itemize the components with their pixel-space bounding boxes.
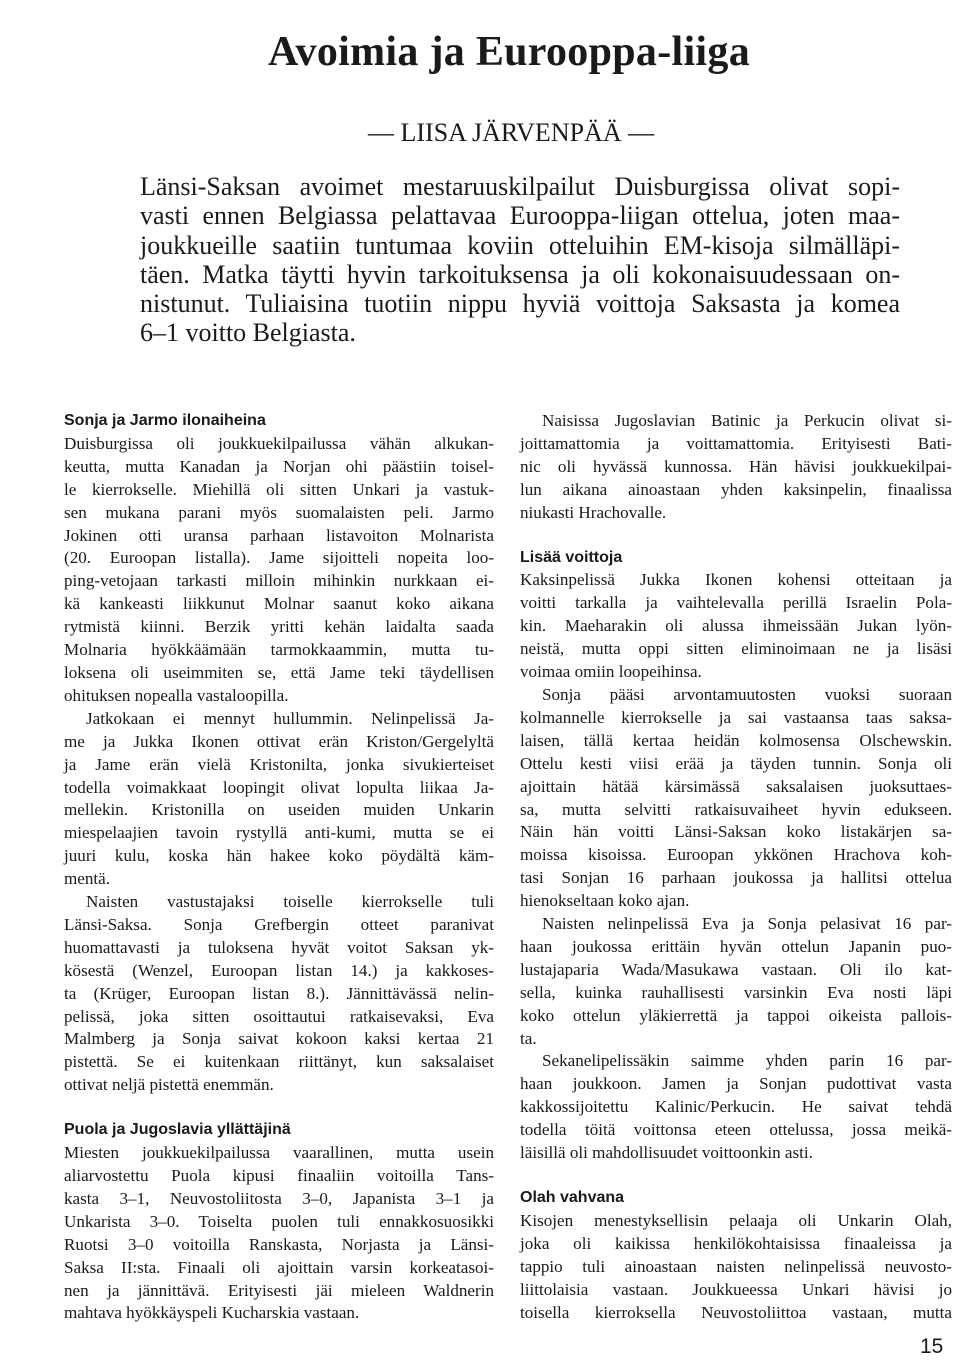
text-line: neistä, mutta oppi sitten eliminoimaan ne ja lisäsi <box>520 639 952 659</box>
section-heading: Sonja ja Jarmo ilonaiheina <box>64 412 266 429</box>
text-line: mentä. <box>64 869 111 889</box>
section-heading: Lisää voittoja <box>520 548 623 566</box>
text-line: joka oli kaikissa henkilökohtaisissa finaaleissa ja <box>520 1233 952 1253</box>
text-line: tasi Sonjan 16 parhaan joukossa ja hallitsi ottelua <box>520 868 952 888</box>
text-line: voitti tarkalla ja vaihtelevalla perillä Israelin Pola- <box>520 593 952 613</box>
text-line: Länsi-Saksa. Sonja Grefbergin otteet paranivat <box>64 914 494 934</box>
text-line: kä kankeasti liikkunut Molnar saanut koko aikana <box>64 594 494 614</box>
text-line: juuri kulu, koska hän hakee koko pöydältä käm- <box>64 846 494 866</box>
text-line: joittamattomia ja voittamattomia. Erityisesti Bati- <box>520 433 952 453</box>
left-column <box>64 410 494 1325</box>
section-heading: Olah vahvana <box>520 1189 625 1206</box>
text-line: laisen, tällä kertaa heidän kolmosensa Olschewskin. <box>520 730 952 750</box>
text-line: rytmistä kiinni. Berzik yritti kehän laidalta saada <box>64 617 494 637</box>
text-line: mahtava hyökkäyspeli Kucharskia vastaan. <box>64 1303 360 1323</box>
intro-line: Länsi-Saksan avoimet mestaruuskilpailut Duisburgissa olivat sopi- <box>140 172 900 201</box>
text-line: Kisojen menestyksellisin pelaaja oli Unkarin Olah, <box>520 1210 952 1230</box>
section-gap <box>64 1097 494 1119</box>
section-gap <box>520 525 952 547</box>
text-line: huomattavasti ja tuloksena hyvät voitot Saksan yk- <box>64 937 494 957</box>
text-line: Jatkokaan ei mennyt hullummin. Nelinpelissä Ja- <box>86 708 494 728</box>
text-line: ohituksen nopealla vastaloopilla. <box>64 685 289 705</box>
right-column <box>520 410 952 1324</box>
intro-line: nistunut. Tuliaisina tuotiin nippu hyviä voittoja Saksasta ja komea <box>140 289 900 319</box>
text-line: nen ja jännittävä. Erityisesti jäi mieleen Waldnerin <box>64 1280 494 1300</box>
section-gap <box>520 1165 952 1187</box>
text-line: kakkossijoitettu Kalinic/Perkucin. He saivat tehdä <box>520 1097 952 1117</box>
section-heading: Puola ja Jugoslavia yllättäjinä <box>64 1121 291 1139</box>
text-line: Saksa II:sta. Finaali oli ajoittain varsin korkeatasoi- <box>64 1257 494 1277</box>
text-line: sella, kuinka rauhallisesti varsinkin Eva nosti läpi <box>520 982 952 1002</box>
text-line: todella töitä voittonsa eteen ottelussa, jossa meikä- <box>520 1120 952 1140</box>
article-title: Avoimia ja Eurooppa-liiga <box>268 29 750 75</box>
text-line: ja Jame erän vielä Kristonilta, jonka sivukierteiset <box>64 754 494 774</box>
text-line: hienokseltaan koko ajan. <box>520 891 690 911</box>
text-line: kösestä (Wenzel, Euroopan listan 14.) ja kakkoses- <box>64 960 494 980</box>
article-author: — LIISA JÄRVENPÄÄ — <box>368 118 655 147</box>
text-line: le kierrokselle. Miehillä oli sitten Unkari ja vastuk- <box>64 479 494 499</box>
text-line: kolmannelle kierrokselle ja sai vastaansa taas saksa- <box>520 707 952 727</box>
intro-line: joukkueille saatiin tuntumaa koviin otteluihin EM-kisoja silmälläpi- <box>140 230 900 260</box>
text-line: nic oli hyvässä kunnossa. Hän hävisi joukkuekilpai- <box>520 456 952 476</box>
text-line: ta. <box>520 1028 537 1048</box>
text-line: Ottelu kesti viisi erää ja täyden tunnin. Sonja oli <box>520 753 952 773</box>
text-line: Sonja pääsi arvontamuutosten vuoksi suoraan <box>542 684 952 704</box>
text-line: koko ottelun yläkierrettä ja tappoi oikeista pallois- <box>520 1005 952 1025</box>
text-line: ta (Krüger, Euroopan listan 8.). Jännittävässä nelin- <box>64 983 494 1003</box>
text-line: mellekin. Kristonilla on useiden muiden Unkarin <box>64 800 494 820</box>
text-line: niukasti Hrachovalle. <box>520 502 667 522</box>
text-line: Jokinen otti uransa parhaan listavoiton Molnarista <box>64 525 494 545</box>
text-line: toisella kierroksella Neuvostoliittoa vastaan, mutta <box>520 1302 952 1322</box>
text-line: kin. Maeharakin oli alussa ihmeissään Jukan lyön- <box>520 616 952 636</box>
text-line: Näin hän voitti Länsi-Saksan koko listakärjen sa- <box>520 822 952 842</box>
text-line: voimaa omiin loopeihinsa. <box>520 662 702 682</box>
text-line: loksena oli useimmiten se, että Jame teki täydellisen <box>64 662 494 682</box>
text-line: pistettä. Se ei kuitenkaan riittänyt, kun saksalaiset <box>64 1052 494 1072</box>
text-line: Malmberg ja Sonja saivat kokoon kaksi kertaa 21 <box>64 1029 494 1049</box>
text-line: Naisten vastustajaksi toiselle kierrokselle tuli <box>86 892 494 912</box>
text-line: Unkarista 3–0. Toiselta puolen tuli ennakkosuosikki <box>64 1211 494 1231</box>
text-line: Naisissa Jugoslavian Batinic ja Perkucin olivat si- <box>542 411 952 430</box>
text-line: Ruotsi 3–0 voitoilla Ranskasta, Norjasta ja Länsi- <box>64 1234 494 1254</box>
text-line: miespelaajien tavoin rystyllä anti-kumi, mutta se ei <box>64 823 494 843</box>
text-line: sen mukana parani myös suomalaisten peli. Jarmo <box>64 502 494 522</box>
page-number: 15 <box>920 1335 944 1358</box>
text-line: Molnaria hyökkäämään tarmokkaammin, mutta tu- <box>64 640 494 660</box>
intro-line: täen. Matka täytti hyvin tarkoituksensa ja oli kokonaisuudessaan on- <box>140 259 900 289</box>
text-line: pelissä, joka sitten osoittautui ratkaisevaksi, Eva <box>64 1006 494 1026</box>
text-line: lun aikana ainoastaan yhden kaksinpelin, finaalissa <box>520 479 952 499</box>
text-line: Duisburgissa oli joukkuekilpailussa vähän alkukan- <box>64 433 494 453</box>
text-line: kasta 3–1, Neuvostoliitosta 3–0, Japanista 3–1 ja <box>64 1188 494 1208</box>
text-line: tappio tuli ainoastaan naisten nelinpelissä neuvosto- <box>520 1256 952 1276</box>
text-line: todella voimakkaat loopingit olivat lopulta liikaa Ja- <box>64 777 494 797</box>
text-line: haan joukossa erittäin hyvän ottelun Japanin puo- <box>520 936 952 956</box>
text-line: Naisten nelinpelissä Eva ja Sonja pelasivat 16 par- <box>542 914 952 934</box>
article-intro <box>140 172 900 348</box>
text-line: moissa kisoissa. Euroopan ykkönen Hrachova koh- <box>520 845 952 865</box>
text-line: ottivat neljä pistettä enemmän. <box>64 1075 274 1095</box>
text-line: ping-vetojaan tarkasti milloin mihinkin nurkkaan ei- <box>64 571 494 591</box>
text-line: ajoittain hätää kärsimässä saksalaisen juoksuttaes- <box>520 776 952 796</box>
intro-line: 6–1 voitto Belgiasta. <box>140 318 356 348</box>
text-line: lustajaparia Wada/Masukawa vastaan. Oli ilo kat- <box>520 959 952 979</box>
text-line: Sekanelipelissäkin saimme yhden parin 16 par- <box>542 1051 952 1071</box>
text-line: (20. Euroopan listalla). Jame sijoitteli nopeita loo- <box>64 548 494 568</box>
text-line: Kaksinpelissä Jukka Ikonen kohensi otteitaan ja <box>520 570 952 590</box>
text-line: Miesten joukkuekilpailussa vaarallinen, mutta usein <box>64 1143 494 1163</box>
text-line: me ja Jukka Ikonen ottivat erän Kriston/Gergelyltä <box>64 731 494 751</box>
text-line: liittolaisia vastaan. Joukkueessa Unkari hävisi jo <box>520 1279 952 1299</box>
text-line: keutta, mutta Kanadan ja Norjan ohi päästiin toisel- <box>64 456 494 476</box>
text-line: läisillä oli mahdollisuudet voittoonkin asti. <box>520 1143 813 1163</box>
text-line: sa, mutta selvitti ratkaisuvaiheet hyvin edukseen. <box>520 799 952 819</box>
text-line: haan joukkoon. Jamen ja Sonjan pudottivat vasta <box>520 1074 952 1094</box>
intro-line: vasti ennen Belgiassa pelattavaa Eurooppa-liigan ottelua, joten maa- <box>140 201 900 231</box>
text-line: aliarvostettu Puola kipusi finaaliin voitoilla Tans- <box>64 1166 494 1185</box>
